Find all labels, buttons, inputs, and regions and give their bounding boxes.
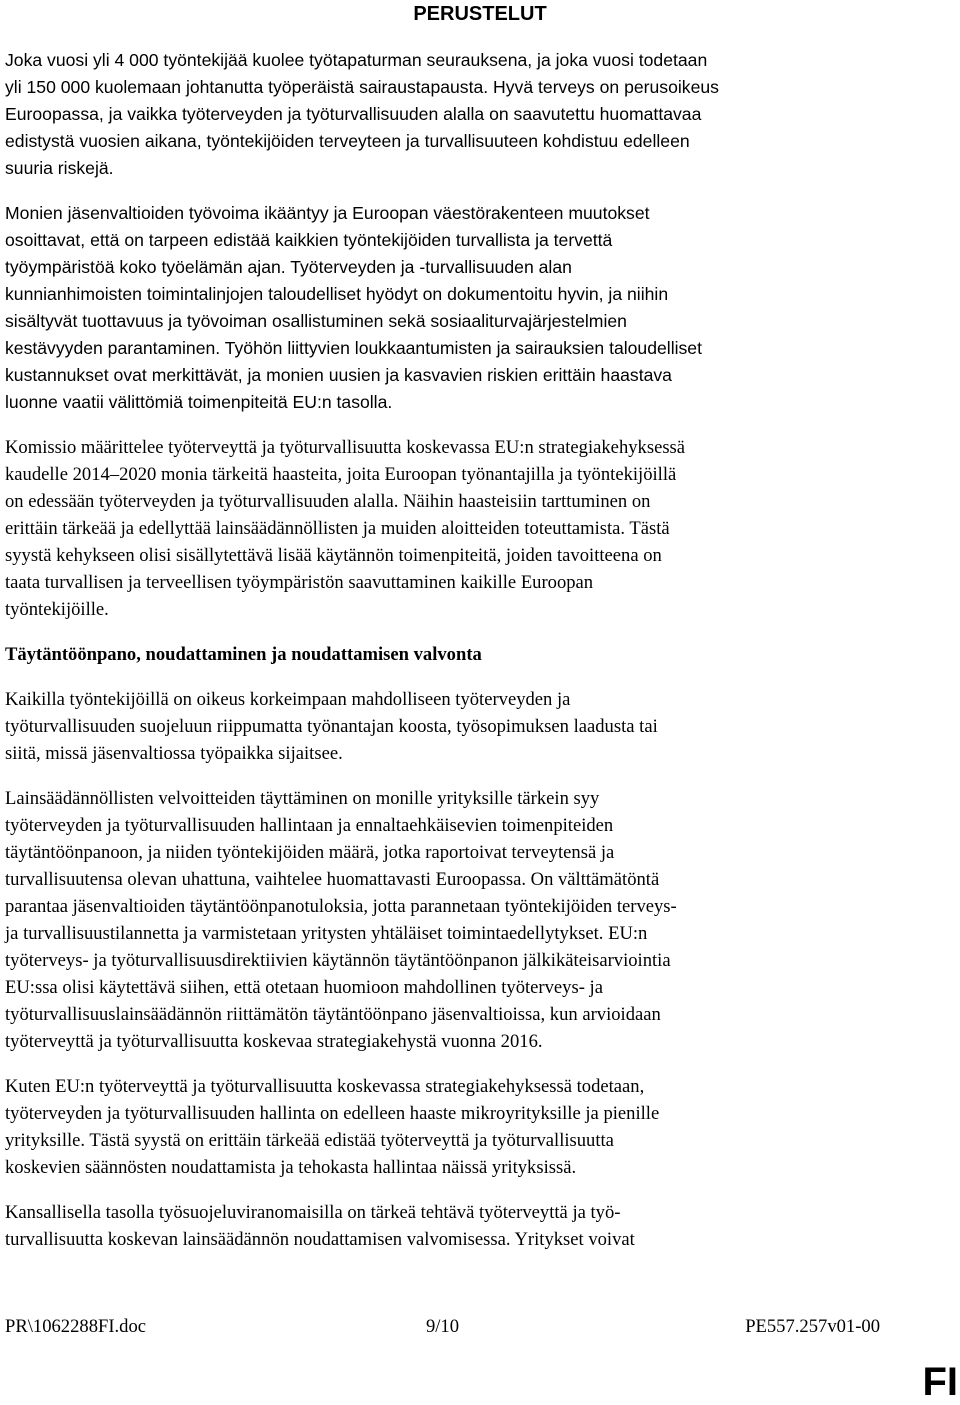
document-body	[5, 47, 955, 1271]
paragraph-rights: Kaikilla työntekijöillä on oikeus korkeimpaan mahdolliseen työterveyden ja työturvallisuuden suojeluun riippumatta työnantajan koosta, työsopimuksen laadusta tai siitä, missä jäsenvaltiossa työpaikka sijaitsee.	[5, 689, 658, 764]
paragraph-workforce: Monien jäsenvaltioiden työvoima ikääntyy ja Euroopan väestörakenteen muutokset osoittavat, että on tarpeen edistää kaikkien työntekijöiden turvallista ja tervettä työympäristöä koko työelämän ajan. Työterveyden ja -turvallisuuden alan kunnianhimoisten toimintalinjojen taloudelliset hyödyt on dokumentoitu hyvin, ja niihin sisältyvät tuottavuus ja työvoiman osallistuminen sekä sosiaaliturvajärjestelmien kestävyyden parantaminen. Työhön liittyvien loukkaantumisten ja sairauksien taloudelliset kustannukset ovat merkittävät, ja monien uusien ja kasvavien riskien erittäin haastava luonne vaatii välittömiä toimenpiteitä EU:n tasolla.	[5, 203, 702, 412]
footer-doc-ref: PR\1062288FI.doc	[5, 1316, 147, 1337]
footer-pe-ref: PE557.257v01-00	[745, 1316, 880, 1337]
language-code: FI	[922, 1360, 958, 1404]
paragraph-commission: Komissio määrittelee työterveyttä ja työturvallisuutta koskevassa EU:n strategiakehyksessä kaudelle 2014–2020 monia tärkeitä haasteita, joita Euroopan työnantajilla ja työntekijöillä on edessään työterveyden ja työturvallisuuden alalla. Näihin haasteisiin tarttuminen on erittäin tärkeää ja edellyttää lainsäädännöllisten ja muiden aloitteiden toteuttamista. Tästä syystä kehykseen olisi sisällytettävä lisää käytännön toimenpiteitä, joiden tavoitteena on taata turvallisen ja terveellisen työympäristön saavuttaminen kaikille Euroopan työntekijöille.	[5, 437, 686, 620]
footer-page-number: 9/10	[425, 1316, 460, 1337]
section-heading: Täytäntöönpano, noudattaminen ja noudattamisen valvonta	[5, 644, 482, 665]
page-title: PERUSTELUT	[413, 3, 547, 25]
paragraph-smes: Kuten EU:n työterveyttä ja työturvallisuutta koskevassa strategiakehyksessä todetaan, työterveyden ja työturvallisuuden hallinta on edelleen haaste mikroyrityksille ja pienille yrityksille. Tästä syystä on erittäin tärkeää edistää työterveyttä ja työturvallisuutta koskevien säännösten noudattamista ja tehokasta hallintaa näissä yrityksissä.	[5, 1076, 660, 1178]
paragraph-legislation: Lainsäädännöllisten velvoitteiden täyttäminen on monille yrityksille tärkein syy työterveyden ja työturvallisuuden hallintaan ja ennaltaehkäisevien toimenpiteiden täytäntöönpanoon, ja niiden työntekijöiden määrä, jotka raportoivat terveytensä ja turvallisuutensa olevan uhattuna, vaihtelee huomattavasti Euroopassa. On välttämätöntä parantaa jäsenvaltioiden täytäntöönpanotuloksia, jotta parannetaan työntekijöiden terveys- ja turvallisuustilannetta ja varmistetaan yritysten yhtäläiset toimintaedellytykset. EU:n työterveys- ja työturvallisuusdirektiivien käytännön täytäntöönpanon jälkikäteisarviointia EU:ssa olisi käytettävä siihen, että otetaan huomioon mahdollinen työterveys- ja työturvallisuuslainsäädännön riittämätön täytäntöönpano jäsenvaltioissa, kun arvioidaan työterveyttä ja työturvallisuutta koskevaa strategiakehystä vuonna 2016.	[5, 788, 677, 1052]
paragraph-intro: Joka vuosi yli 4 000 työntekijää kuolee työtapaturman seurauksena, ja joka vuosi todetaan yli 150 000 kuolemaan johtanutta työperäistä sairaustapausta. Hyvä terveys on perusoikeus Euroopassa, ja vaikka työterveyden ja työturvallisuuden alalla on saavutettu huomattavaa edistystä vuosien aikana, työntekijöiden terveyteen ja turvallisuuteen kohdistuu edelleen suuria riskejä.	[5, 50, 719, 178]
paragraph-national: Kansallisella tasolla työsuojeluviranomaisilla on tärkeä tehtävä työterveyttä ja työ- turvallisuutta koskevan lainsäädännön noudattamisen valvomisessa. Yritykset voivat	[5, 1202, 635, 1250]
